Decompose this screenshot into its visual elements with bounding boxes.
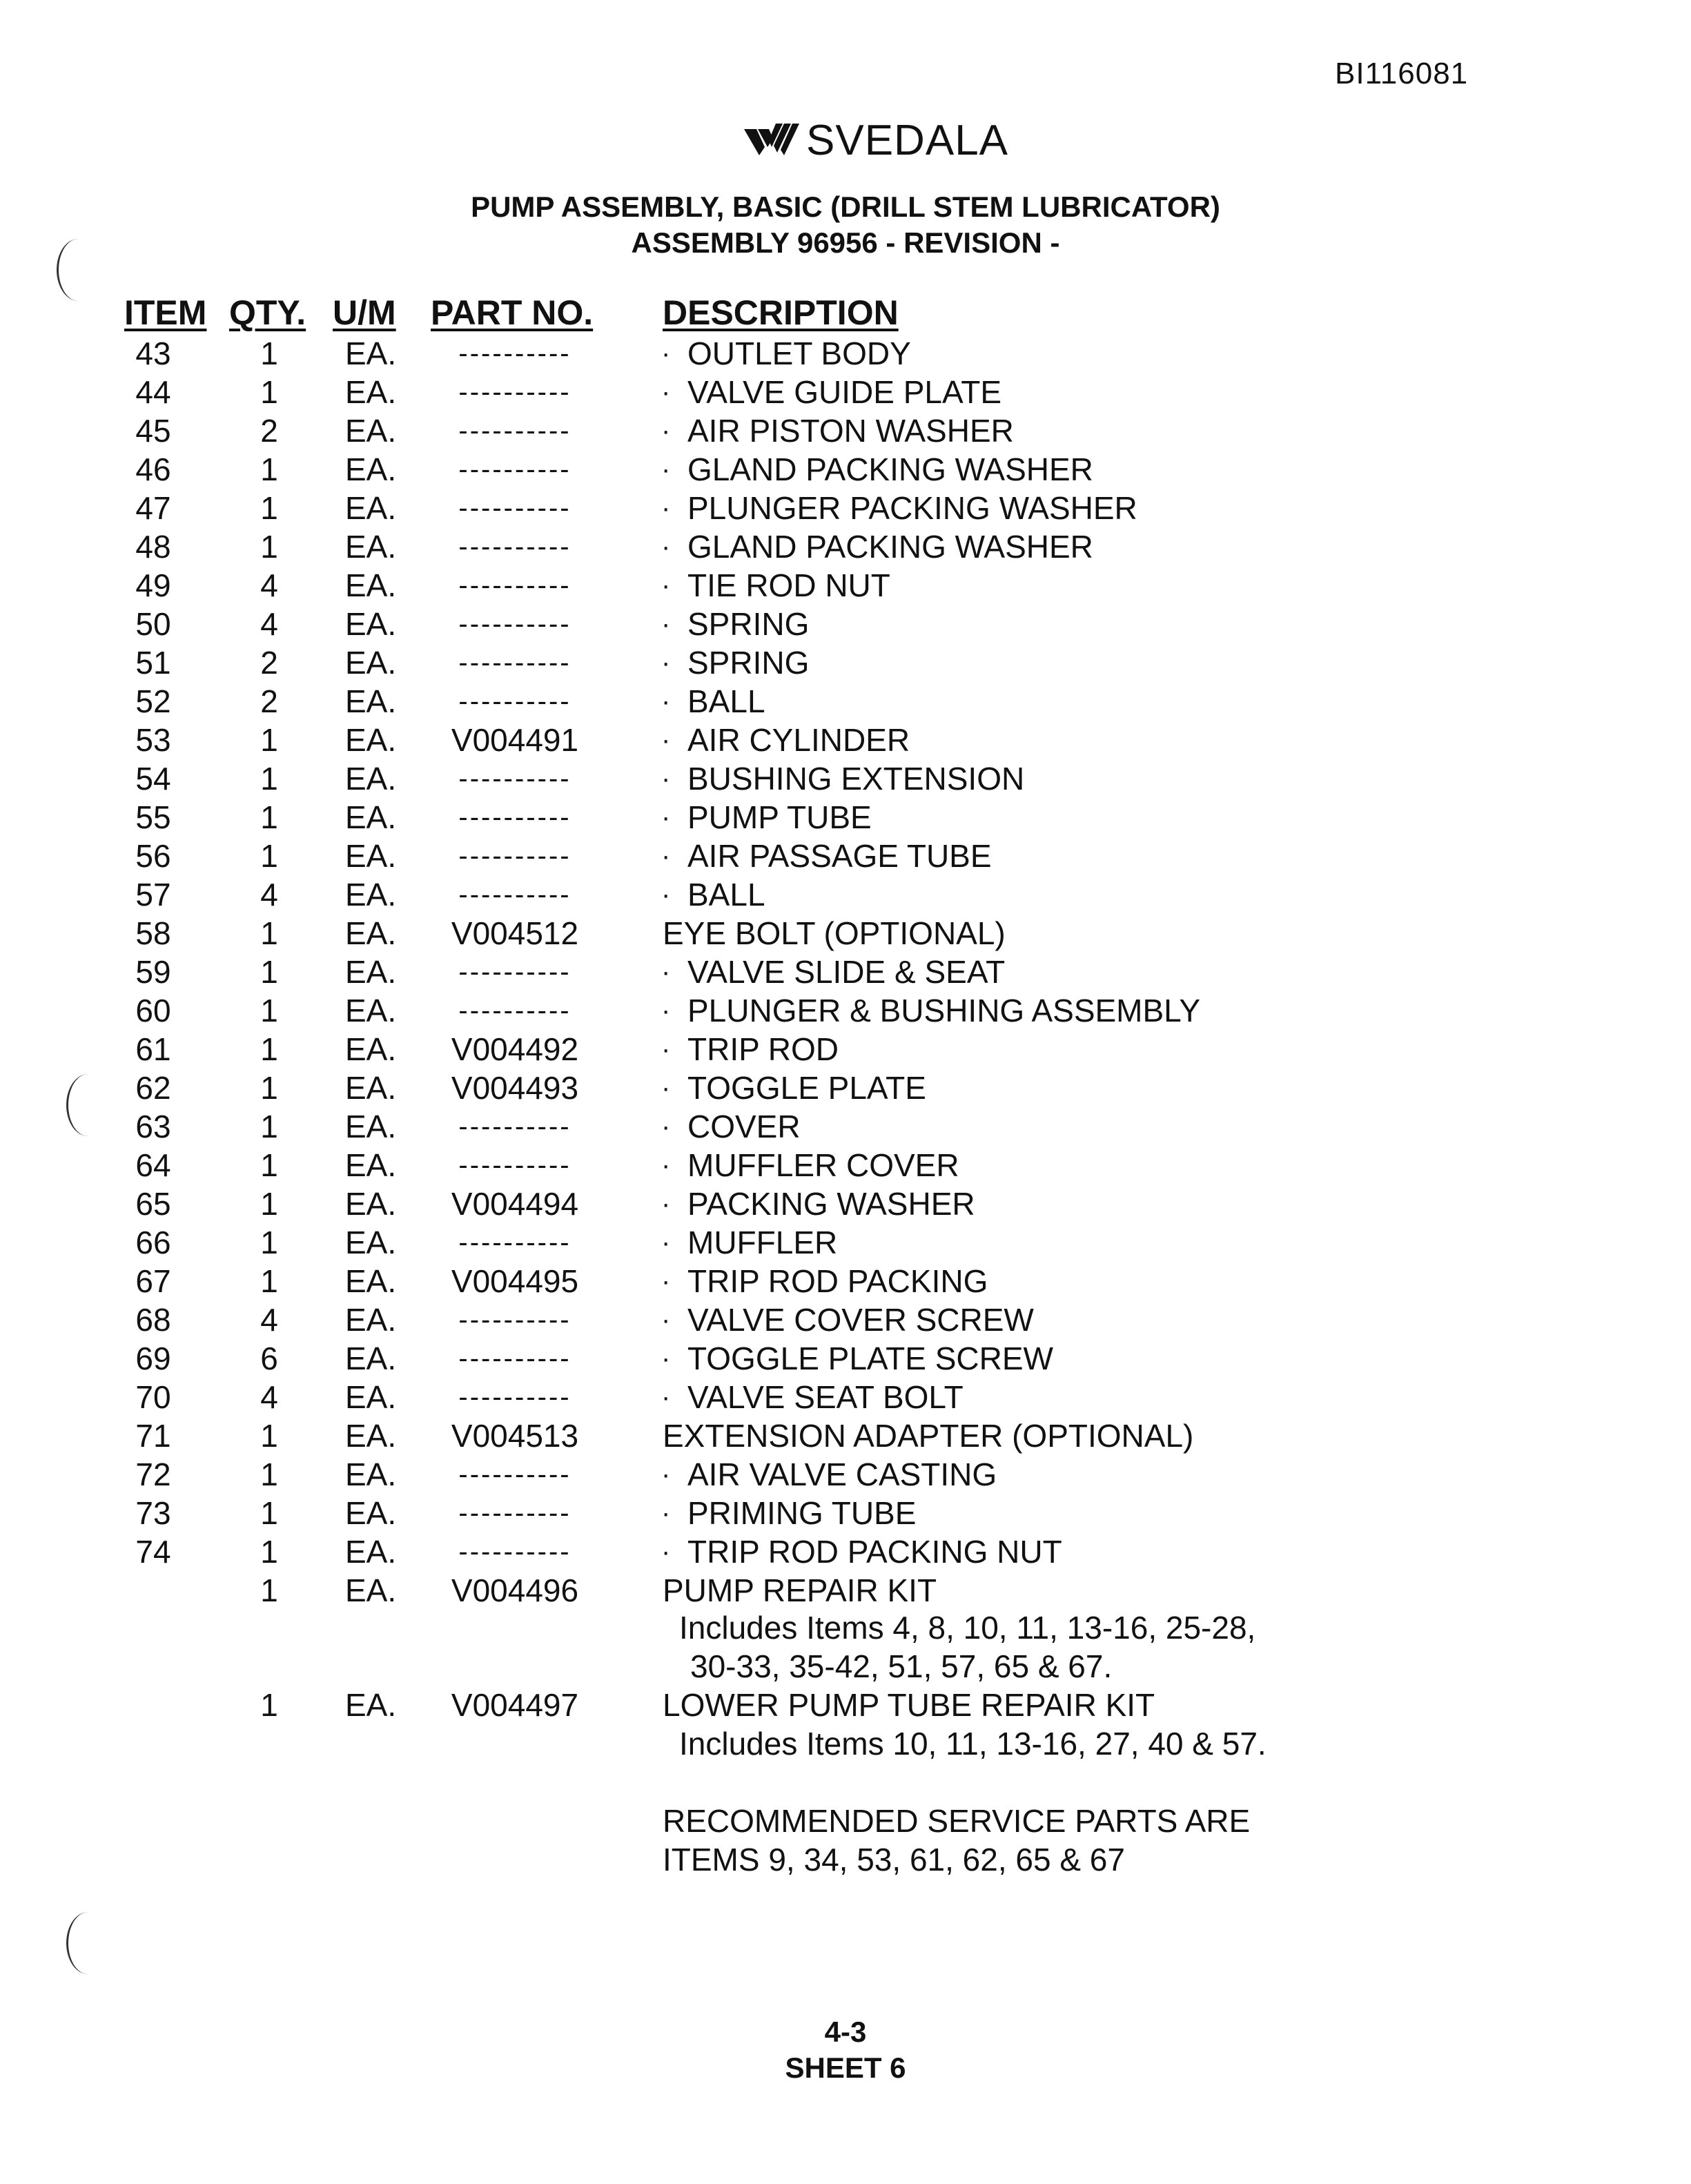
- sub-item-bullet: ·: [661, 647, 671, 678]
- description: PUMP TUBE: [687, 799, 872, 835]
- unit-of-measure: EA.: [345, 413, 397, 449]
- table-row: [0, 1532, 1691, 1571]
- description: LOWER PUMP TUBE REPAIR KIT: [663, 1687, 1155, 1723]
- item-number: 74: [135, 1534, 171, 1570]
- item-number: 58: [135, 915, 171, 951]
- unit-of-measure: EA.: [345, 1379, 397, 1415]
- sub-item-bullet: ·: [661, 995, 671, 1026]
- item-number: 69: [135, 1340, 171, 1376]
- description: PLUNGER PACKING WASHER: [687, 490, 1137, 526]
- logo-text: SVEDALA: [806, 116, 1009, 164]
- item-number: 49: [135, 567, 171, 603]
- table-row: [0, 373, 1691, 411]
- sub-item-bullet: ·: [661, 416, 671, 446]
- table-row: [0, 1107, 1691, 1146]
- description: COVER: [687, 1109, 801, 1144]
- parts-table: [0, 334, 1691, 1610]
- item-number: 52: [135, 683, 171, 719]
- part-number: V004492: [451, 1031, 579, 1067]
- table-row: [0, 1146, 1691, 1184]
- table-row: [0, 1262, 1691, 1300]
- quantity: 4: [260, 877, 278, 913]
- quantity: 4: [260, 567, 278, 603]
- quantity: 1: [260, 761, 278, 797]
- description: SPRING: [687, 606, 810, 642]
- table-row: [0, 1455, 1691, 1494]
- punch-hole-mark: [57, 239, 100, 301]
- unit-of-measure: EA.: [345, 761, 397, 797]
- description: BALL: [687, 877, 765, 913]
- unit-of-measure: EA.: [345, 529, 397, 565]
- document-id: BI116081: [1335, 57, 1469, 90]
- unit-of-measure: EA.: [345, 877, 397, 913]
- description: MUFFLER COVER: [687, 1147, 959, 1183]
- part-number: ----------: [458, 686, 571, 716]
- unit-of-measure: EA.: [345, 1225, 397, 1260]
- unit-of-measure: EA.: [345, 1031, 397, 1067]
- item-number: 60: [135, 993, 171, 1028]
- table-row: [0, 334, 1691, 373]
- title-line-1: PUMP ASSEMBLY, BASIC (DRILL STEM LUBRICATOR): [471, 191, 1220, 223]
- unit-of-measure: EA.: [345, 567, 397, 603]
- item-number: 46: [135, 451, 171, 487]
- description: GLAND PACKING WASHER: [687, 529, 1093, 565]
- item-number: 51: [135, 645, 171, 681]
- item-number: 43: [135, 335, 171, 371]
- quantity: 2: [260, 413, 278, 449]
- quantity: 1: [260, 722, 278, 758]
- header-part-no: PART NO.: [431, 293, 594, 332]
- table-row: [0, 875, 1691, 914]
- description: TRIP ROD: [687, 1031, 839, 1067]
- unit-of-measure: EA.: [345, 1687, 397, 1723]
- part-number: ----------: [458, 609, 571, 639]
- quantity: 1: [260, 1031, 278, 1067]
- quantity: 1: [260, 1495, 278, 1531]
- quantity: 4: [260, 1302, 278, 1338]
- part-number: ----------: [458, 532, 571, 562]
- sub-item-bullet: ·: [661, 879, 671, 910]
- unit-of-measure: EA.: [345, 374, 397, 410]
- sub-item-bullet: ·: [661, 454, 671, 485]
- footer-sheet: SHEET 6: [785, 2051, 906, 2084]
- description: TOGGLE PLATE SCREW: [687, 1340, 1053, 1376]
- sub-item-bullet: ·: [661, 1111, 671, 1142]
- quantity: 1: [260, 529, 278, 565]
- quantity: 2: [260, 645, 278, 681]
- unit-of-measure: EA.: [345, 799, 397, 835]
- sub-item-bullet: ·: [661, 1034, 671, 1064]
- table-row: [0, 527, 1691, 566]
- table-row: [0, 837, 1691, 875]
- table-row: [0, 1571, 1691, 1610]
- unit-of-measure: EA.: [345, 490, 397, 526]
- quantity: 1: [260, 1572, 278, 1608]
- description: AIR CYLINDER: [687, 722, 910, 758]
- quantity: 1: [260, 915, 278, 951]
- unit-of-measure: EA.: [345, 1340, 397, 1376]
- part-number: ----------: [458, 1111, 571, 1142]
- table-row: [0, 605, 1691, 643]
- table-row: [0, 759, 1691, 798]
- part-number: ----------: [458, 1382, 571, 1412]
- description: AIR PASSAGE TUBE: [687, 838, 992, 874]
- sub-item-bullet: ·: [661, 686, 671, 716]
- recommended-line-2: ITEMS 9, 34, 53, 61, 62, 65 & 67: [663, 1842, 1125, 1878]
- unit-of-measure: EA.: [345, 915, 397, 951]
- part-number: ----------: [458, 1150, 571, 1180]
- item-number: 53: [135, 722, 171, 758]
- description: TRIP ROD PACKING: [687, 1263, 988, 1299]
- part-number: ----------: [458, 879, 571, 910]
- part-number: ----------: [458, 1498, 571, 1528]
- recommended-line-1: RECOMMENDED SERVICE PARTS ARE: [663, 1803, 1251, 1839]
- table-row: [0, 721, 1691, 759]
- description: BUSHING EXTENSION: [687, 761, 1025, 797]
- quantity: 4: [260, 1379, 278, 1415]
- kit1-includes-line-2: 30-33, 35-42, 51, 57, 65 & 67.: [690, 1648, 1113, 1684]
- quantity: 6: [260, 1340, 278, 1376]
- table-row: [0, 991, 1691, 1030]
- item-number: 67: [135, 1263, 171, 1299]
- unit-of-measure: EA.: [345, 335, 397, 371]
- quantity: 1: [260, 993, 278, 1028]
- description: PACKING WASHER: [687, 1186, 975, 1222]
- description: PRIMING TUBE: [687, 1495, 917, 1531]
- unit-of-measure: EA.: [345, 954, 397, 990]
- unit-of-measure: EA.: [345, 1418, 397, 1454]
- quantity: 2: [260, 683, 278, 719]
- unit-of-measure: EA.: [345, 1109, 397, 1144]
- part-number: V004493: [451, 1070, 579, 1106]
- quantity: 1: [260, 1418, 278, 1454]
- unit-of-measure: EA.: [345, 451, 397, 487]
- table-row: [0, 1686, 1691, 1724]
- header-qty: QTY.: [229, 293, 306, 332]
- part-number: V004496: [451, 1572, 579, 1608]
- punch-hole-mark: [66, 1074, 110, 1136]
- item-number: 64: [135, 1147, 171, 1183]
- part-number: ----------: [458, 995, 571, 1026]
- header-um: U/M: [333, 293, 396, 332]
- description: AIR VALVE CASTING: [687, 1456, 997, 1492]
- header-item: ITEM: [124, 293, 207, 332]
- table-row: [0, 1416, 1691, 1455]
- table-row: [0, 489, 1691, 527]
- item-number: 71: [135, 1418, 171, 1454]
- quantity: 1: [260, 335, 278, 371]
- unit-of-measure: EA.: [345, 1147, 397, 1183]
- unit-of-measure: EA.: [345, 1534, 397, 1570]
- description: VALVE SEAT BOLT: [687, 1379, 964, 1415]
- quantity: 1: [260, 1109, 278, 1144]
- part-number: V004495: [451, 1263, 579, 1299]
- unit-of-measure: EA.: [345, 993, 397, 1028]
- quantity: 1: [260, 1456, 278, 1492]
- table-row: [0, 1339, 1691, 1378]
- table-row: [0, 1300, 1691, 1339]
- part-number: ----------: [458, 841, 571, 871]
- sub-item-bullet: ·: [661, 570, 671, 601]
- sub-item-bullet: ·: [661, 1150, 671, 1180]
- item-number: 56: [135, 838, 171, 874]
- part-number: V004497: [451, 1687, 579, 1723]
- unit-of-measure: EA.: [345, 645, 397, 681]
- description: AIR PISTON WASHER: [687, 413, 1014, 449]
- sub-item-bullet: ·: [661, 1382, 671, 1412]
- item-number: 50: [135, 606, 171, 642]
- unit-of-measure: EA.: [345, 606, 397, 642]
- description: VALVE GUIDE PLATE: [687, 374, 1002, 410]
- item-number: 44: [135, 374, 171, 410]
- punch-hole-mark: [66, 1912, 110, 1974]
- quantity: 1: [260, 1070, 278, 1106]
- item-number: 48: [135, 529, 171, 565]
- table-row: [0, 953, 1691, 991]
- sub-item-bullet: ·: [661, 1343, 671, 1374]
- kit1-includes-line-1: Includes Items 4, 8, 10, 11, 13-16, 25-28,: [679, 1610, 1256, 1646]
- unit-of-measure: EA.: [345, 1070, 397, 1106]
- table-row: [0, 682, 1691, 721]
- part-number: ----------: [458, 570, 571, 601]
- part-number: ----------: [458, 647, 571, 678]
- quantity: 1: [260, 799, 278, 835]
- part-number: V004512: [451, 915, 579, 951]
- item-number: 70: [135, 1379, 171, 1415]
- description: VALVE COVER SCREW: [687, 1302, 1034, 1338]
- sub-item-bullet: ·: [661, 1537, 671, 1567]
- unit-of-measure: EA.: [345, 722, 397, 758]
- quantity: 1: [260, 954, 278, 990]
- part-number: ----------: [458, 1305, 571, 1335]
- description: OUTLET BODY: [687, 335, 911, 371]
- sub-item-bullet: ·: [661, 1459, 671, 1490]
- header-description: DESCRIPTION: [663, 293, 899, 332]
- table-row: [0, 450, 1691, 489]
- title-line-2: ASSEMBLY 96956 - REVISION -: [631, 226, 1060, 259]
- table-row: [0, 411, 1691, 450]
- unit-of-measure: EA.: [345, 838, 397, 874]
- unit-of-measure: EA.: [345, 1495, 397, 1531]
- kit2-row-wrap: [0, 1686, 1691, 1724]
- description: PLUNGER & BUSHING ASSEMBLY: [687, 993, 1201, 1028]
- quantity: 4: [260, 606, 278, 642]
- quantity: 1: [260, 1186, 278, 1222]
- quantity: 1: [260, 1534, 278, 1570]
- quantity: 1: [260, 1147, 278, 1183]
- unit-of-measure: EA.: [345, 1263, 397, 1299]
- sub-item-bullet: ·: [661, 609, 671, 639]
- part-number: ----------: [458, 763, 571, 794]
- description: BALL: [687, 683, 765, 719]
- part-number: ----------: [458, 493, 571, 523]
- svedala-logo-icon: [741, 119, 803, 161]
- quantity: 1: [260, 451, 278, 487]
- part-number: ----------: [458, 338, 571, 369]
- description: EYE BOLT (OPTIONAL): [663, 915, 1006, 951]
- description: SPRING: [687, 645, 810, 681]
- description: MUFFLER: [687, 1225, 838, 1260]
- item-number: 63: [135, 1109, 171, 1144]
- description: EXTENSION ADAPTER (OPTIONAL): [663, 1418, 1194, 1454]
- description: TIE ROD NUT: [687, 567, 890, 603]
- table-row: [0, 1069, 1691, 1107]
- table-row: [0, 1223, 1691, 1262]
- kit2-includes: Includes Items 10, 11, 13-16, 27, 40 & 57.: [679, 1726, 1267, 1762]
- svedala-logo: [741, 116, 1008, 164]
- item-number: 55: [135, 799, 171, 835]
- item-number: 68: [135, 1302, 171, 1338]
- sub-item-bullet: ·: [661, 493, 671, 523]
- part-number: V004494: [451, 1186, 579, 1222]
- unit-of-measure: EA.: [345, 1456, 397, 1492]
- sub-item-bullet: ·: [661, 1305, 671, 1335]
- sub-item-bullet: ·: [661, 1189, 671, 1219]
- table-row: [0, 914, 1691, 953]
- part-number: ----------: [458, 1227, 571, 1258]
- item-number: 54: [135, 761, 171, 797]
- table-row: [0, 798, 1691, 837]
- item-number: 61: [135, 1031, 171, 1067]
- unit-of-measure: EA.: [345, 1186, 397, 1222]
- quantity: 1: [260, 374, 278, 410]
- description: TRIP ROD PACKING NUT: [687, 1534, 1062, 1570]
- sub-item-bullet: ·: [661, 957, 671, 987]
- sub-item-bullet: ·: [661, 763, 671, 794]
- part-number: ----------: [458, 1537, 571, 1567]
- unit-of-measure: EA.: [345, 1302, 397, 1338]
- sub-item-bullet: ·: [661, 1073, 671, 1103]
- unit-of-measure: EA.: [345, 683, 397, 719]
- item-number: 66: [135, 1225, 171, 1260]
- unit-of-measure: EA.: [345, 1572, 397, 1608]
- item-number: 65: [135, 1186, 171, 1222]
- part-number: ----------: [458, 1343, 571, 1374]
- sub-item-bullet: ·: [661, 1266, 671, 1296]
- quantity: 1: [260, 1225, 278, 1260]
- table-row: [0, 1030, 1691, 1069]
- sub-item-bullet: ·: [661, 1498, 671, 1528]
- quantity: 1: [260, 1263, 278, 1299]
- table-row: [0, 1184, 1691, 1223]
- part-number: ----------: [458, 802, 571, 832]
- table-row: [0, 566, 1691, 605]
- sub-item-bullet: ·: [661, 1227, 671, 1258]
- quantity: 1: [260, 490, 278, 526]
- sub-item-bullet: ·: [661, 802, 671, 832]
- sub-item-bullet: ·: [661, 532, 671, 562]
- table-row: [0, 643, 1691, 682]
- item-number: 57: [135, 877, 171, 913]
- sub-item-bullet: ·: [661, 377, 671, 407]
- item-number: 59: [135, 954, 171, 990]
- part-number: V004491: [451, 722, 579, 758]
- description: GLAND PACKING WASHER: [687, 451, 1093, 487]
- item-number: 73: [135, 1495, 171, 1531]
- footer-page-number: 4-3: [824, 2016, 867, 2048]
- part-number: ----------: [458, 1459, 571, 1490]
- quantity: 1: [260, 1687, 278, 1723]
- sub-item-bullet: ·: [661, 338, 671, 369]
- part-number: ----------: [458, 377, 571, 407]
- item-number: 72: [135, 1456, 171, 1492]
- table-row: [0, 1494, 1691, 1532]
- sub-item-bullet: ·: [661, 725, 671, 755]
- part-number: ----------: [458, 957, 571, 987]
- description: PUMP REPAIR KIT: [663, 1572, 937, 1608]
- item-number: 47: [135, 490, 171, 526]
- table-row: [0, 1378, 1691, 1416]
- part-number: ----------: [458, 416, 571, 446]
- item-number: 45: [135, 413, 171, 449]
- description: TOGGLE PLATE: [687, 1070, 926, 1106]
- item-number: 62: [135, 1070, 171, 1106]
- part-number: ----------: [458, 454, 571, 485]
- description: VALVE SLIDE & SEAT: [687, 954, 1006, 990]
- sub-item-bullet: ·: [661, 841, 671, 871]
- part-number: V004513: [451, 1418, 579, 1454]
- quantity: 1: [260, 838, 278, 874]
